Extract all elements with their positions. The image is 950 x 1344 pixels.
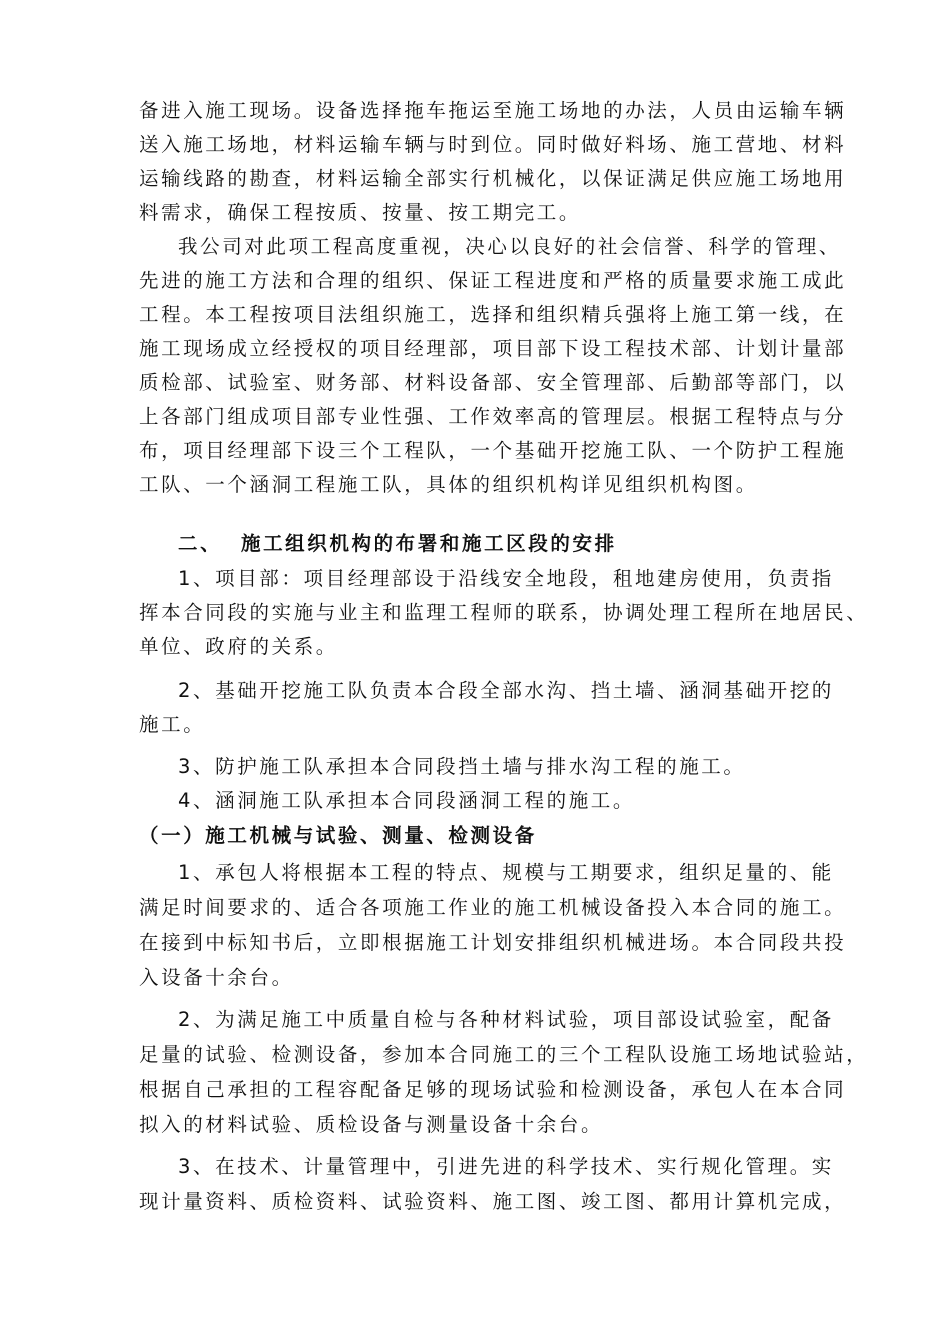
text-line: 1、项目部：项目经理部设于沿线安全地段，租地建房使用，负责指 bbox=[178, 567, 834, 590]
text-line: 运输线路的勘查，材料运输全部实行机械化，以保证满足供应施工场地用 bbox=[139, 167, 847, 190]
text-line: 根据自己承担的工程容配备足够的现场试验和检测设备，承包人在本合同 bbox=[139, 1078, 847, 1101]
text-line: 在接到中标知书后，立即根据施工计划安排组织机械进场。本合同段共投 bbox=[139, 931, 847, 954]
text-line: 施工。 bbox=[139, 713, 206, 736]
text-line: 3、在技术、计量管理中，引进先进的科学技术、实行规化管理。实 bbox=[178, 1155, 834, 1178]
text-line: 满足时间要求的、适合各项施工作业的施工机械设备投入本合同的施工。 bbox=[139, 896, 847, 919]
text-line: 4、涵洞施工队承担本合同段涵洞工程的施工。 bbox=[178, 789, 636, 812]
section-heading: 二、 施工组织机构的布署和施工区段的安排 bbox=[178, 532, 617, 555]
text-line: 送入施工场地，材料运输车辆与时到位。同时做好料场、施工营地、材料 bbox=[139, 133, 847, 156]
subsection-heading: （一）施工机械与试验、测量、检测设备 bbox=[139, 824, 537, 847]
text-line: 备进入施工现场。设备选择拖车拖运至施工场地的办法，人员由运输车辆 bbox=[139, 99, 847, 122]
text-line: 上各部门组成项目部专业性强、工作效率高的管理层。根据工程特点与分 bbox=[139, 405, 847, 428]
text-line: 先进的施工方法和合理的组织、保证工程进度和严格的质量要求施工成此 bbox=[139, 269, 847, 292]
text-line: 工程。本工程按项目法组织施工，选择和组织精兵强将上施工第一线，在 bbox=[139, 303, 847, 326]
text-line: 入设备十余台。 bbox=[139, 966, 294, 989]
text-line: 挥本合同段的实施与业主和监理工程师的联系，协调处理工程所在地居民、 bbox=[139, 601, 869, 624]
text-line: 1、承包人将根据本工程的特点、规模与工期要求，组织足量的、能 bbox=[178, 861, 834, 884]
text-line: 拟入的材料试验、质检设备与测量设备十余台。 bbox=[139, 1113, 604, 1136]
text-line: 质检部、试验室、财务部、材料设备部、安全管理部、后勤部等部门，以 bbox=[139, 371, 847, 394]
text-line: 现计量资料、质检资料、试验资料、施工图、竣工图、都用计算机完成， bbox=[139, 1190, 847, 1213]
text-line: 工队、一个涵洞工程施工队，具体的组织机构详见组织机构图。 bbox=[139, 473, 758, 496]
text-line: 2、为满足施工中质量自检与各种材料试验，项目部设试验室，配备 bbox=[178, 1008, 834, 1031]
text-line: 3、防护施工队承担本合同段挡土墙与排水沟工程的施工。 bbox=[178, 755, 746, 778]
text-line: 料需求，确保工程按质、按量、按工期完工。 bbox=[139, 201, 582, 224]
text-line: 我公司对此项工程高度重视，决心以良好的社会信誉、科学的管理、 bbox=[178, 235, 842, 258]
text-line: 2、基础开挖施工队负责本合段全部水沟、挡土墙、涵洞基础开挖的 bbox=[178, 679, 834, 702]
text-line: 施工现场成立经授权的项目经理部，项目部下设工程技术部、计划计量部 bbox=[139, 337, 847, 360]
text-line: 单位、政府的关系。 bbox=[139, 635, 338, 658]
text-line: 布，项目经理部下设三个工程队，一个基础开挖施工队、一个防护工程施 bbox=[139, 439, 847, 462]
text-line: 足量的试验、检测设备，参加本合同施工的三个工程队设施工场地试验站， bbox=[139, 1043, 869, 1066]
